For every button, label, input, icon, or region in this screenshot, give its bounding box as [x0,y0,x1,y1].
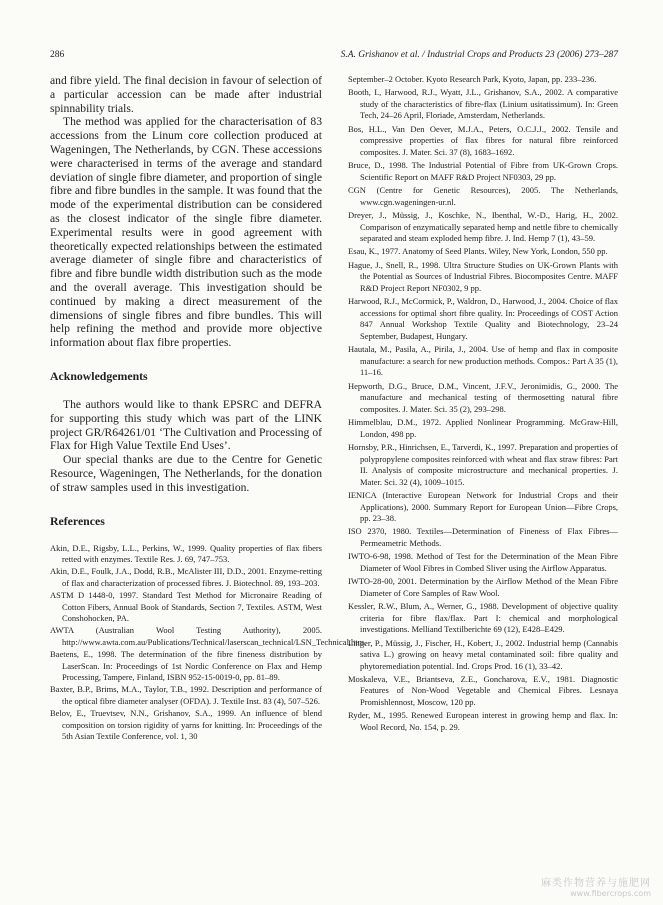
body-paragraph: The method was applied for the characterisation of 83 accessions from the Linum core collection produced at Wageningen, The Netherlands, by CGN. These accessions were characterised in terms of the average and standard deviation of single fibre diameter, and proportion of single fibre and fibre bundles in the sample. It was found that the mode of the experimental distribution can be considered as the closest indicator of the single fibre diameter. Experimental results were in good agreement with theoretically expected relationships between the estimated average diameter of single fibre and characteristics of fibre and fibre bundle width distribution such as the mode and the overall average. This investigation should be continued by making a direct measurement of the dimensions of single fibres and fibre bundles. This will help refining the method and provide more objective information about flax fibre properties. [50,115,322,350]
reference-item: ASTM D 1448-0, 1997. Standard Test Method for Micronaire Reading of Cotton Fibers, Annual Book of Standards, Section 7, Textiles. ASTM, West Conshohocken, PA. [50,590,322,623]
reference-item: Baetens, E., 1998. The determination of the fibre fineness distribution by LaserScan. In: Proceedings of 1st Nordic Conference on Flax and Hemp Processing, Tampere, Finland, ISBN 952-15-0019-0, pp. 81–89. [50,649,322,682]
reference-item: Ryder, M., 1995. Renewed European interest in growing hemp and flax. In: Wool Record, No. 154, p. 29. [348,710,618,732]
reference-item: Bruce, D., 1998. The Industrial Potential of Fibre from UK-Grown Crops. Scientific Report on MAFF R&D Project NF0303, 29 pp. [348,160,618,182]
reference-list-left [50,542,367,742]
watermark-url: www.fibercrops.com [570,889,651,898]
reference-item: Kessler, R.W., Blum, A., Werner, G., 1988. Development of objective quality criteria for fibre flax/flax. Part I: chemical and morphological investigations. Melliand Textilberichte 69 (12), E428–E429. [348,601,618,635]
reference-item: Akin, D.E., Foulk, J.A., Dodd, R.B., McAlister III, D.D., 2001. Enzyme-retting of flax and characterization of processed fibres. J. Biotechnol. 89, 193–203. [50,566,322,588]
reference-item: ISO 2370, 1980. Textiles—Determination of Fineness of Flax Fibres—Permeametric Methods. [348,526,618,548]
reference-item: AWTA (Australian Wool Testing Authority), 2005. http://www.awta.com.au/Publications/Technical/laserscan_technical/LSN_Technical.htm. [50,625,367,647]
reference-item: Hautala, M., Pasila, A., Pirila, J., 2004. Use of hemp and flax in composite manufacture: a search for new production methods. Compos.: Part A 35 (1), 11–16. [348,344,618,378]
reference-item: Hornsby, P.R., Hinrichsen, E., Tarverdi, K., 1997. Preparation and properties of polypropylene composites reinforced with wheat and flax straw fibres: Part II. Analysis of composite microstructure and mechanical properties. J. Mater. Sci. 32 (4), 1009–1015. [348,441,618,487]
reference-item: Harwood, R.J., McCormick, P., Waldron, D., Harwood, J., 2004. Choice of flax accessions for optimal short fibre quality. In: Proceedings of COST Action 847 Annual Workshop Textile Quality and Biotechnology, 23–24 September, Budapest, Hungary. [348,296,618,341]
reference-item: Hepworth, D.G., Bruce, D.M., Vincent, J.F.V., Jeronimidis, G., 2000. The manufacture and mechanical testing of thermosetting natural fibre composites. J. Mater. Sci. 35 (2), 293–298. [348,380,618,414]
right-column [348,74,618,735]
acknowledgements-heading: Acknowledgements [50,368,148,383]
body-paragraph: and fibre yield. The final decision in favour of selection of a particular accession can be made after industrial spinnability trials. [50,74,322,115]
reference-list-right [348,74,618,733]
reference-item: IENICA (Interactive European Network for Industrial Crops and their Applications), 2000. Summary Report for European Union—Fibre Crops, pp. 23–38. [348,489,618,524]
running-header [50,50,618,64]
reference-item: Moskaleva, V.E., Briantseva, Z.E., Goncharova, E.V., 1981. Diagnostic Features of Non-Wood Vegetable and Chemical Fibres. Lesnaya Promishlennost, Moscow, 120 pp. [348,673,618,708]
reference-item: September–2 October. Kyoto Research Park, Kyoto, Japan, pp. 233–236. [348,74,597,84]
reference-item: CGN (Centre for Genetic Resources), 2005. The Netherlands, www.cgn.wageningen-ur.nl. [348,185,618,207]
reference-item: Linger, P., Müssig, J., Fischer, H., Kobert, J., 2002. Industrial hemp (Cannabis sativa L.) growing on heavy metal contaminated soil: fibre quality and phytoremediation potential. Ind. Crops Prod. 16 (1), 33–42. [348,637,618,671]
reference-item: Belov, E., Truevtsev, N.N., Grishanov, S.A., 1999. An influence of blend composition on torsion rigidity of yarns for knitting. In: Proceedings of the 5th Asian Textile Conference, vol. 1, 30 [50,708,322,741]
reference-item: Dreyer, J., Müssig, J., Koschke, N., Ibenthal, W.-D., Harig, H., 2002. Comparison of enzymatically separated hemp and nettle fibre to chemically separated and steam exploded hemp fibre. J. Ind. Hemp 7 (1), 43–59. [348,210,618,244]
references-heading: References [50,513,105,528]
reference-item: Himmelblau, D.M., 1972. Applied Nonlinear Programming. McGraw-Hill, London, 498 pp. [348,417,618,439]
page-number: 286 [50,50,65,60]
left-column [50,74,367,743]
reference-item: Booth, I., Harwood, R.J., Wyatt, J.L., Grishanov, S.A., 2002. A comparative study of the characteristics of fibre-flax (Linium usitatissimum). In: Green Tech, 24–26 April, Floriade, Amsterdam, Netherlands. [348,87,618,121]
reference-item: Hague, J., Snell, R., 1998. Ultra Structure Studies on UK-Grown Plants with the Potential as Sources of Industrial Fibres. Biocomposites Centre. MAFF R&D Project Report NF0302, 9 pp. [348,259,618,293]
watermark-title: 麻类作物营养与施肥网 [541,878,651,889]
reference-item: Akin, D.E., Rigsby, L.L., Perkins, W., 1999. Quality properties of flax fibers retted with enzymes. Textile Res. J. 69, 747–753. [50,542,322,564]
site-watermark [541,879,651,899]
reference-item: Baxter, B.P., Brims, M.A., Taylor, T.B., 1992. Description and performance of the optical fibre diameter analyser (OFDA). J. Textile Inst. 83 (4), 507–526. [50,684,322,706]
running-title: S.A. Grishanov et al. / Industrial Crops and Products 23 (2006) 273–287 [340,50,618,60]
reference-item: IWTO-28-00, 2001. Determination by the Airflow Method of the Mean Fibre Diameter of Core Samples of Raw Wool. [348,576,618,598]
reference-item: IWTO-6-98, 1998. Method of Test for the Determination of the Mean Fibre Diameter of Wool Fibres in Combed Sliver using the Airflow Apparatus. [348,551,618,573]
reference-item: Esau, K., 1977. Anatomy of Seed Plants. Wiley, New York, London, 550 pp. [348,246,608,257]
reference-item: Bos, H.L., Van Den Oever, M.J.A., Peters, O.C.J.J., 2002. Tensile and compressive properties of flax fibres for natural fibre reinforced composites. J. Mater. Sci. 37 (8), 1683–1692. [348,123,618,157]
acknowledgements-paragraph: The authors would like to thank EPSRC and DEFRA for supporting this study which was part of the LINK project GR/R64261/01 ‘The Cultivation and Processing of Flax for High Value Textile End Uses’. [50,397,322,453]
acknowledgements-paragraph: Our special thanks are due to the Centre for Genetic Resource, Wageningen, The Netherlands, for the donation of straw samples used in this investigation. [50,453,322,494]
